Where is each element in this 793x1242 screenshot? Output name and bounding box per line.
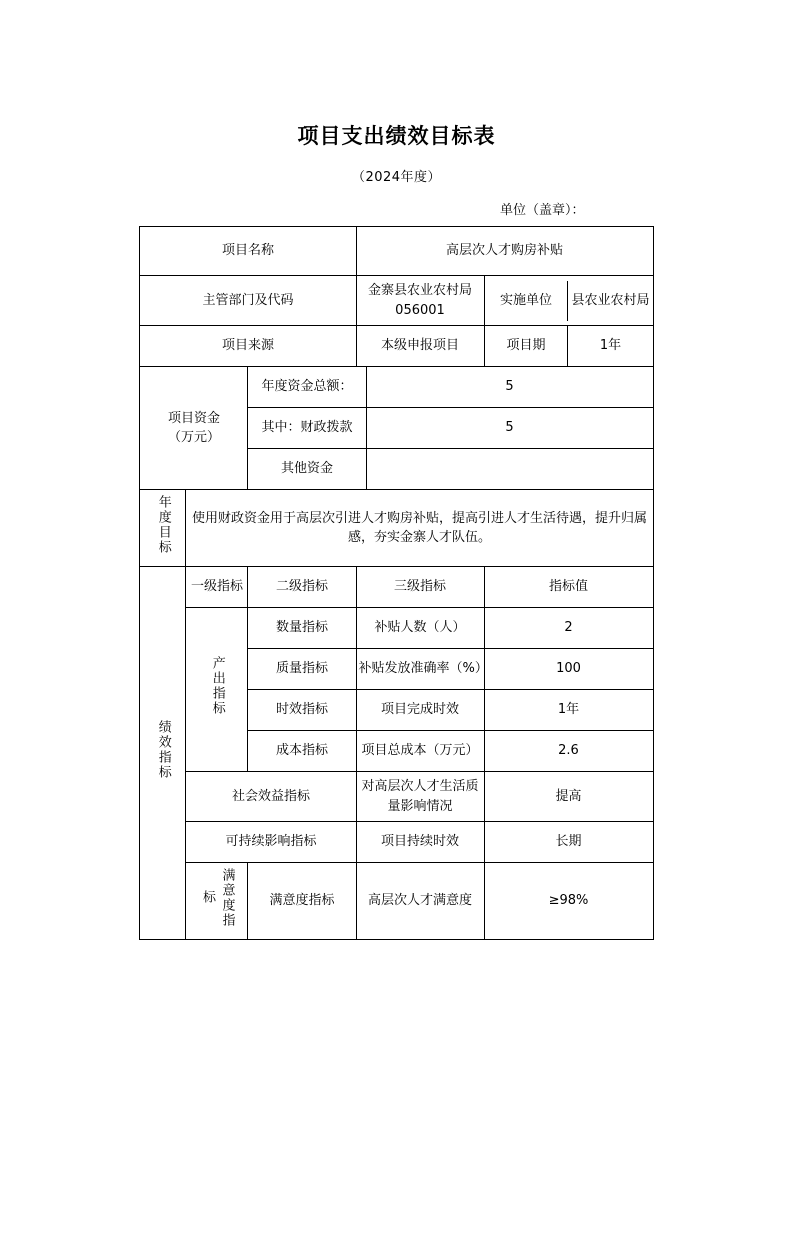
table-row-funds-total (140, 367, 653, 408)
indicator-value: 2.6 (484, 731, 653, 772)
funds-fiscal-value: 5 (366, 408, 653, 449)
annual-goal-label: 年度目标 (140, 490, 186, 567)
indicator-value: 100 (484, 649, 653, 690)
impl-unit-cellgroup (484, 276, 653, 326)
indicator-group-satisfaction: 满意度指标 (186, 863, 248, 940)
table-row (140, 863, 653, 940)
project-period-value: 1年 (599, 338, 622, 354)
indicator-level2: 社会效益指标 (186, 772, 356, 822)
impl-unit-value: 县农业农村局 (571, 292, 650, 308)
indicator-level3: 补贴发放准确率（%） (356, 649, 484, 690)
table-row (140, 772, 653, 822)
document-page (0, 120, 793, 1242)
funds-other-value (366, 449, 653, 490)
page-title: 项目支出绩效目标表 (297, 124, 496, 148)
impl-unit-label: 实施单位 (485, 281, 568, 321)
indicator-group-output: 产出指标 (186, 608, 248, 772)
indicator-level2: 可持续影响指标 (186, 822, 356, 863)
indicator-value: 1年 (484, 690, 653, 731)
indicator-header-level3: 三级指标 (356, 567, 484, 608)
indicator-level3: 补贴人数（人） (356, 608, 484, 649)
indicator-header-value: 指标值 (484, 567, 653, 608)
table-row-project-name (140, 227, 653, 276)
indicator-header-level1: 一级指标 (186, 567, 248, 608)
indicator-level3: 对高层次人才生活质量影响情况 (356, 772, 484, 822)
funds-other-label: 其他资金 (248, 449, 366, 490)
project-period-label: 项目期 (485, 326, 568, 366)
table-row-project-source (140, 326, 653, 367)
indicator-level3: 高层次人才满意度 (356, 863, 484, 940)
funds-total-value: 5 (366, 367, 653, 408)
project-source-label: 项目来源 (140, 326, 356, 367)
table-row-dept-code (140, 276, 653, 326)
indicator-level3: 项目总成本（万元） (356, 731, 484, 772)
funds-label-line2: （万元） (167, 430, 220, 445)
unit-seal-label: 单位（盖章）： (500, 203, 585, 218)
annual-goal-value: 使用财政资金用于高层次引进人才购房补贴，提高引进人才生活待遇，提升归属感，夯实金寨人才队伍。 (186, 490, 653, 567)
indicator-value: 提高 (484, 772, 653, 822)
table-row (140, 608, 653, 649)
table-row (140, 822, 653, 863)
indicator-value: 2 (484, 608, 653, 649)
indicator-level3: 项目完成时效 (356, 690, 484, 731)
indicator-level2: 质量指标 (248, 649, 356, 690)
table-row-indicator-header (140, 567, 653, 608)
project-name-value: 高层次人才购房补贴 (356, 227, 653, 276)
funds-label (140, 367, 248, 490)
indicator-value: 长期 (484, 822, 653, 863)
project-name-label: 项目名称 (140, 227, 356, 276)
indicator-level2: 满意度指标 (248, 863, 356, 940)
project-source-value: 本级申报项目 (356, 326, 484, 367)
performance-goal-table (139, 226, 653, 940)
table-row-annual-goal (140, 490, 653, 567)
indicator-value: ≥98% (484, 863, 653, 940)
funds-label-line1: 项目资金 (167, 410, 220, 426)
funds-fiscal-label: 其中：财政拨款 (248, 408, 366, 449)
indicator-level2: 成本指标 (248, 731, 356, 772)
project-period-cellgroup (484, 326, 653, 367)
dept-code-label: 主管部门及代码 (140, 276, 356, 326)
page-subtitle: （2024年度） (351, 170, 442, 185)
indicator-level3: 项目持续时效 (356, 822, 484, 863)
performance-indicator-label: 绩效指标 (140, 567, 186, 940)
dept-code-value: 金寨县农业农村局056001 (356, 276, 484, 326)
indicator-level2: 时效指标 (248, 690, 356, 731)
funds-total-label: 年度资金总额： (248, 367, 366, 408)
indicator-header-level2: 二级指标 (248, 567, 356, 608)
indicator-level2: 数量指标 (248, 608, 356, 649)
